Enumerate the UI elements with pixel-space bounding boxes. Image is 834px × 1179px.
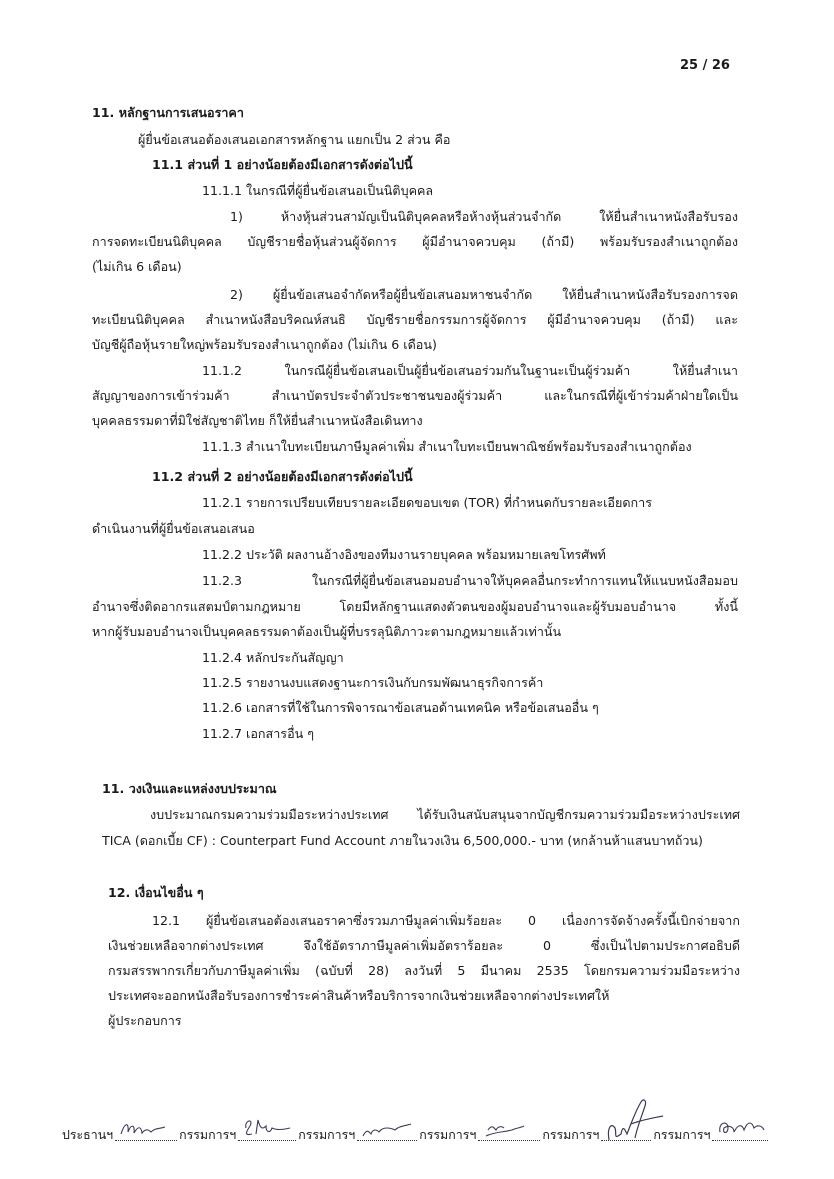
item-11-2-6: 11.2.6 เอกสารที่ใช้ในการพิจารณาข้อเสนอด้านเทคนิค หรือข้อเสนออื่น ๆ [202,700,599,715]
signature-member-5 [712,1126,768,1141]
conditions-line-4: ประเทศจะออกหนังสือรับรองการชำระค่าสินค้าหรือบริการจากเงินช่วยเหลือจากต่างประเทศให้ [108,988,610,1003]
budget-line-1: งบประมาณกรมความร่วมมือระหว่างประเทศ ได้รับเงินสนับสนุนจากบัญชีกรมความร่วมมือระหว่างประเทศ [150,807,740,822]
budget-heading: 11. วงเงินและแหล่งงบประมาณ [102,781,277,796]
item-11-2-3-line-1: 11.2.3 ในกรณีที่ผู้ยื่นข้อเสนอมอบอำนาจให้บุคคลอื่นกระทำการแทนให้แนบหนังสือมอบ [202,573,738,588]
para-2-line-1: 2) ผู้ยื่นข้อเสนอจำกัดหรือผู้ยื่นข้อเสนอมหาชนจำกัด ให้ยื่นสำเนาหนังสือรับรองการจด [230,287,738,302]
para-1-line-1: 1) ห้างหุ้นส่วนสามัญเป็นนิติบุคคลหรือห้างหุ้นส่วนจำกัด ให้ยื่นสำเนาหนังสือรับรอง [230,209,738,224]
page-number: 25 / 26 [680,58,730,73]
para-2-line-3: บัญชีผู้ถือหุ้นรายใหญ่พร้อมรับรองสำเนาถูกต้อง (ไม่เกิน 6 เดือน) [92,337,437,352]
para-1-line-3: (ไม่เกิน 6 เดือน) [92,259,182,274]
part2-heading: 11.2 ส่วนที่ 2 อย่างน้อยต้องมีเอกสารดังต่อไปนี้ [152,469,413,484]
item-11-2-3-line-2: อำนาจซึ่งติดอากรแสตมป์ตามกฎหมาย โดยมีหลักฐานแสดงตัวตนของผู้มอบอำนาจและผู้รับมอบอำนาจ ทั้งนี้ [92,599,738,614]
signature-member-4 [601,1126,651,1141]
signature-member-1 [238,1126,296,1141]
member-label-2: กรรมการฯ [298,1127,356,1142]
budget-line-2: TICA (ดอกเบี้ย CF) : Counterpart Fund Account ภายในวงเงิน 6,500,000.- บาท (หกล้านห้าแสนบาทถ้วน) [102,833,703,848]
item-11-1-3: 11.1.3 สำเนาใบทะเบียนภาษีมูลค่าเพิ่ม สำเนาใบทะเบียนพาณิชย์พร้อมรับรองสำเนาถูกต้อง [202,439,692,454]
conditions-line-2: เงินช่วยเหลือจากต่างประเทศ จึงใช้อัตราภาษีมูลค่าเพิ่มอัตราร้อยละ 0 ซึ่งเป็นไปตามประกาศอธิบดี [108,938,740,953]
para-2-line-2: ทะเบียนนิติบุคคล สำเนาหนังสือบริคณห์สนธิ บัญชีรายชื่อกรรมการผู้จัดการ ผู้มีอำนาจควบคุม (ถ้ามี) และ [92,312,738,327]
conditions-line-1: 12.1 ผู้ยื่นข้อเสนอต้องเสนอราคาซึ่งรวมภาษีมูลค่าเพิ่มร้อยละ 0 เนื่องการจัดจ้างครั้งนี้เบิกจ่ายจาก [152,913,740,928]
part1-heading: 11.1 ส่วนที่ 1 อย่างน้อยต้องมีเอกสารดังต่อไปนี้ [152,157,413,172]
signature-member-3 [478,1126,540,1141]
item-11-1-1: 11.1.1 ในกรณีที่ผู้ยื่นข้อเสนอเป็นนิติบุคคล [202,183,434,198]
item-11-2-5: 11.2.5 รายงานงบแสดงฐานะการเงินกับกรมพัฒนาธุรกิจการค้า [202,675,544,690]
section-intro: ผู้ยื่นข้อเสนอต้องเสนอเอกสารหลักฐาน แยกเป็น 2 ส่วน คือ [138,132,451,147]
member-label-3: กรรมการฯ [419,1127,477,1142]
item-11-1-2-line-2: สัญญาของการเข้าร่วมค้า สำเนาบัตรประจำตัวประชาชนของผู้ร่วมค้า และในกรณีที่ผู้เข้าร่วมค้าฝ่ายใดเป็น [92,388,738,403]
item-11-1-2-line-3: บุคคลธรรมดาที่มิใช่สัญชาติไทย ก็ให้ยื่นสำเนาหนังสือเดินทาง [92,413,423,428]
item-11-2-1-line-2: ดำเนินงานที่ผู้ยื่นข้อเสนอเสนอ [92,521,255,536]
member-label-5: กรรมการฯ [653,1127,711,1142]
conditions-heading: 12. เงื่อนไขอื่น ๆ [108,885,204,900]
item-11-1-2-line-1: 11.1.2 ในกรณีผู้ยื่นข้อเสนอเป็นผู้ยื่นข้อเสนอร่วมกันในฐานะเป็นผู้ร่วมค้า ให้ยื่นสำเนา [202,363,738,378]
item-11-2-1-line-1: 11.2.1 รายการเปรียบเทียบรายละเอียดขอบเขต (TOR) ที่กำหนดกับรายละเอียดการ [202,495,653,510]
item-11-2-7: 11.2.7 เอกสารอื่น ๆ [202,726,315,741]
signature-chair [115,1126,177,1141]
item-11-2-4: 11.2.4 หลักประกันสัญญา [202,650,344,665]
signature-member-2 [357,1126,417,1141]
section-heading: 11. หลักฐานการเสนอราคา [92,105,244,120]
signature-row [62,1126,770,1144]
conditions-line-5: ผู้ประกอบการ [108,1013,182,1028]
member-label-4: กรรมการฯ [542,1127,600,1142]
chair-label: ประธานฯ [62,1127,114,1142]
member-label-1: กรรมการฯ [179,1127,237,1142]
item-11-2-3-line-3: หากผู้รับมอบอำนาจเป็นบุคคลธรรมดาต้องเป็นผู้ที่บรรลุนิติภาวะตามกฎหมายแล้วเท่านั้น [92,624,562,639]
conditions-line-3: กรมสรรพากรเกี่ยวกับภาษีมูลค่าเพิ่ม (ฉบับที่ 28) ลงวันที่ 5 มีนาคม 2535 โดยกรมความร่วมมือระหว่าง [108,963,740,978]
para-1-line-2: การจดทะเบียนนิติบุคคล บัญชีรายชื่อหุ้นส่วนผู้จัดการ ผู้มีอำนาจควบคุม (ถ้ามี) พร้อมรับรองสำเนาถูกต้อง [92,234,738,249]
item-11-2-2: 11.2.2 ประวัติ ผลงานอ้างอิงของทีมงานรายบุคคล พร้อมหมายเลขโทรศัพท์ [202,547,606,562]
